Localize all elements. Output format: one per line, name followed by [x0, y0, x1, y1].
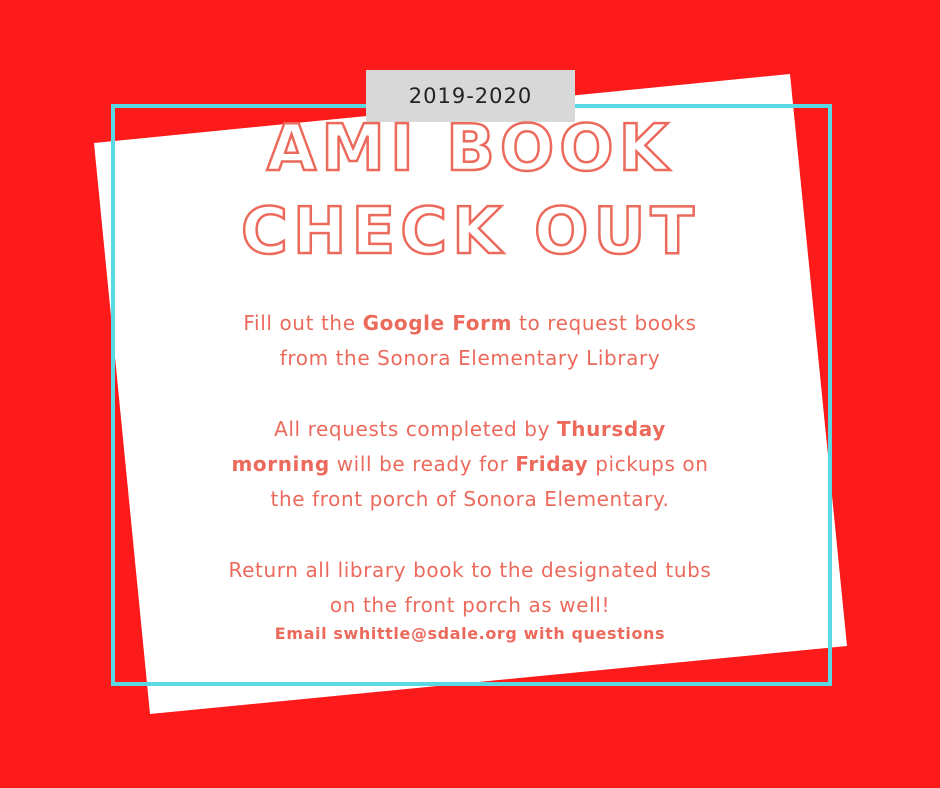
p2-text-f: pickups on	[588, 452, 709, 476]
p2-friday: Friday	[515, 452, 589, 476]
p2-text-a: All requests completed by	[274, 417, 557, 441]
p2-thursday: Thursday	[557, 417, 666, 441]
p2-text-d: will be ready for	[329, 452, 516, 476]
instructions-paragraph-3	[150, 553, 790, 623]
headline-line-1: AMI BOOK	[266, 112, 674, 186]
instructions-paragraph-2	[150, 412, 790, 517]
instructions-paragraph-1	[150, 306, 790, 376]
p3-line-1: Return all library book to the designated tubs	[228, 558, 712, 582]
google-form-link[interactable]: Google Form	[362, 311, 513, 335]
year-tag: 2019-2020	[366, 70, 575, 122]
p2-morning: morning	[231, 452, 330, 476]
email-contact-line: Email swhittle@sdale.org with questions	[274, 624, 666, 643]
p2-text-g: the front porch of Sonora Elementary.	[270, 487, 670, 511]
p3-line-2: on the front porch as well!	[329, 593, 611, 617]
p1-text-c: to request books	[512, 311, 697, 335]
headline-line-2: CHECK OUT	[240, 195, 700, 269]
p1-text-d: from the Sonora Elementary Library	[279, 346, 661, 370]
p1-text-a: Fill out the	[243, 311, 363, 335]
